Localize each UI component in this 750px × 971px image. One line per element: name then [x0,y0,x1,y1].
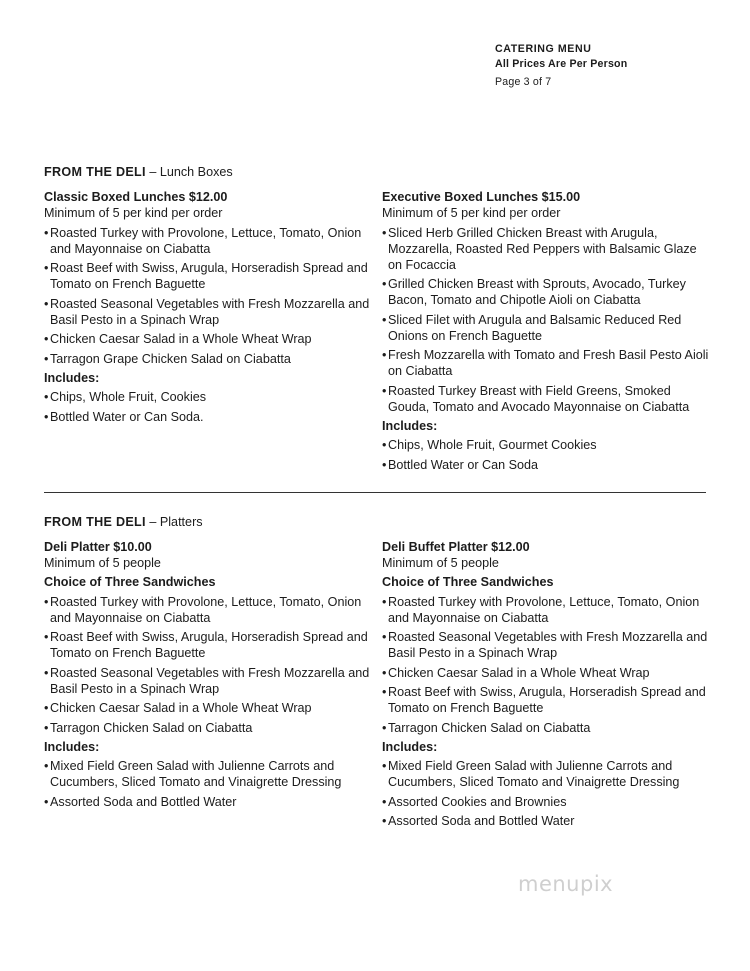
includes-list [382,758,712,829]
list-item [44,758,374,790]
list-item [44,594,374,626]
list-item-text: Chips, Whole Fruit, Cookies [50,390,207,404]
includes-label: Includes: [382,418,438,433]
bullet-icon: • [44,759,49,773]
list-item [44,629,374,661]
list-item-text: Roasted Seasonal Vegetables with Fresh Mozzarella and Basil Pesto in a Spinach Wrap [50,296,370,327]
list-item-text: Tarragon Grape Chicken Salad on Ciabatta [50,351,291,366]
choice-heading: Choice of Three Sandwiches [382,575,554,589]
list-item-text: Mixed Field Green Salad with Julienne Carrots and Cucumbers, Sliced Tomato and Vinaigrette Dressing [50,759,342,789]
list-item-text: Roasted Seasonal Vegetables with Fresh Mozzarella and Basil Pesto in a Spinach Wrap [50,665,370,696]
sandwich-list [44,594,374,736]
list-item-text: Roast Beef with Swiss, Arugula, Horseradish Spread and Tomato on French Baguette [388,685,706,715]
list-item-text: Chicken Caesar Salad in a Whole Wheat Wrap [50,332,312,346]
sandwich-list [382,225,712,415]
section-heading-strong: FROM THE DELI [44,165,146,179]
list-item-text: Bottled Water or Can Soda. [50,409,204,424]
item-minimum: Minimum of 5 per kind per order [382,206,561,220]
list-item-text: Mixed Field Green Salad with Julienne Carrots and Cucumbers, Sliced Tomato and Vinaigrette Dressing [388,759,680,789]
bullet-icon: • [382,383,387,398]
executive-boxed-lunches [382,189,712,473]
bullet-icon: • [382,685,387,699]
page-number: Page 3 of 7 [495,76,552,88]
list-item [382,594,712,626]
bullet-icon: • [382,348,387,362]
list-item [382,794,712,810]
menu-title: CATERING MENU [495,43,592,55]
section-heading-rest: – Lunch Boxes [145,165,233,179]
list-item [382,665,712,681]
list-item [44,700,374,716]
bullet-icon: • [382,759,387,773]
item-title: Classic Boxed Lunches $12.00 [44,190,228,204]
list-item [382,629,712,661]
list-item-text: Sliced Herb Grilled Chicken Breast with Arugula, Mozzarella, Roasted Red Peppers with Balsamic Glaze on Focaccia [388,225,697,272]
bullet-icon: • [44,296,49,311]
item-minimum: Minimum of 5 per kind per order [44,206,223,220]
list-item-text: Tarragon Chicken Salad on Ciabatta [388,720,591,735]
includes-label: Includes: [44,739,100,754]
bullet-icon: • [44,665,49,680]
bullet-icon: • [382,225,387,240]
list-item-text: Sliced Filet with Arugula and Balsamic Reduced Red Onions on French Baguette [388,312,682,343]
list-item [382,437,712,453]
bullet-icon: • [382,438,387,452]
list-item-text: Tarragon Chicken Salad on Ciabatta [50,720,253,735]
list-item [382,813,712,829]
bullet-icon: • [44,794,49,809]
bullet-icon: • [44,261,49,275]
list-item-text: Chicken Caesar Salad in a Whole Wheat Wrap [388,665,650,680]
list-item [382,225,712,273]
list-item-text: Roasted Seasonal Vegetables with Fresh Mozzarella and Basil Pesto in a Spinach Wrap [388,630,708,660]
section-heading-rest: – Platters [145,515,203,529]
list-item-text: Roasted Turkey with Provolone, Lettuce, Tomato, Onion and Mayonnaise on Ciabatta [50,594,362,625]
includes-list [382,437,712,473]
list-item-text: Bottled Water or Can Soda [388,457,539,472]
sandwich-list [382,594,712,736]
list-item [44,260,374,292]
list-item [382,383,712,415]
page-header [495,42,627,90]
list-item [382,312,712,344]
list-item [382,276,712,308]
section-heading-strong: FROM THE DELI [44,515,146,529]
bullet-icon: • [44,701,49,715]
watermark-logo: menupix [518,872,614,896]
bullet-icon: • [382,277,387,291]
item-title: Deli Buffet Platter $12.00 [382,540,530,554]
list-item-text: Grilled Chicken Breast with Sprouts, Avocado, Turkey Bacon, Tomato and Chipotle Aioli on Ciabatta [388,277,686,307]
list-item [44,665,374,697]
list-item-text: Roasted Turkey Breast with Field Greens, Smoked Gouda, Tomato and Avocado Mayonnaise on Ciabatta [388,383,690,414]
list-item [44,389,374,405]
list-item-text: Roast Beef with Swiss, Arugula, Horseradish Spread and Tomato on French Baguette [50,261,368,291]
bullet-icon: • [382,814,387,828]
list-item [382,720,712,736]
list-item [44,331,374,347]
bullet-icon: • [382,665,387,680]
list-item [44,296,374,328]
section-divider [44,492,706,493]
list-item-text: Roasted Turkey with Provolone, Lettuce, Tomato, Onion and Mayonnaise on Ciabatta [388,594,700,625]
bullet-icon: • [44,594,49,609]
bullet-icon: • [44,630,49,644]
bullet-icon: • [382,457,387,472]
bullet-icon: • [382,720,387,735]
bullet-icon: • [382,594,387,609]
bullet-icon: • [44,720,49,735]
list-item [44,720,374,736]
list-item [382,758,712,790]
list-item-text: Assorted Soda and Bottled Water [388,814,575,828]
list-item [382,347,712,379]
bullet-icon: • [44,390,49,404]
list-item-text: Assorted Soda and Bottled Water [50,794,237,809]
bullet-icon: • [44,409,49,424]
list-item-text: Assorted Cookies and Brownies [388,794,567,809]
list-item-text: Roasted Turkey with Provolone, Lettuce, Tomato, Onion and Mayonnaise on Ciabatta [50,225,362,256]
includes-label: Includes: [382,739,438,754]
item-title: Executive Boxed Lunches $15.00 [382,190,581,204]
list-item-text: Chicken Caesar Salad in a Whole Wheat Wrap [50,701,312,715]
choice-heading: Choice of Three Sandwiches [44,575,216,589]
sandwich-list [44,225,374,367]
item-minimum: Minimum of 5 people [382,556,499,570]
list-item-text: Fresh Mozzarella with Tomato and Fresh Basil Pesto Aioli on Ciabatta [388,348,709,378]
includes-label: Includes: [44,370,100,385]
bullet-icon: • [382,630,387,644]
includes-list [44,758,374,810]
list-item [382,684,712,716]
list-item [44,351,374,367]
list-item [44,409,374,425]
deli-buffet-platter [382,539,712,829]
list-item [44,794,374,810]
section-heading [44,514,706,530]
bullet-icon: • [44,225,49,240]
menu-subtitle: All Prices Are Per Person [495,58,628,70]
list-item [44,225,374,257]
lunch-boxes-section [44,164,709,472]
deli-platter [44,539,374,810]
includes-list [44,389,374,425]
list-item-text: Roast Beef with Swiss, Arugula, Horseradish Spread and Tomato on French Baguette [50,630,368,660]
item-title: Deli Platter $10.00 [44,540,152,554]
bullet-icon: • [44,332,49,346]
section-heading [44,164,706,180]
bullet-icon: • [382,312,387,327]
classic-boxed-lunches [44,189,374,425]
platters-section [44,514,708,828]
bullet-icon: • [382,794,387,809]
bullet-icon: • [44,351,49,366]
list-item [382,457,712,473]
item-minimum: Minimum of 5 people [44,556,161,570]
list-item-text: Chips, Whole Fruit, Gourmet Cookies [388,438,597,452]
